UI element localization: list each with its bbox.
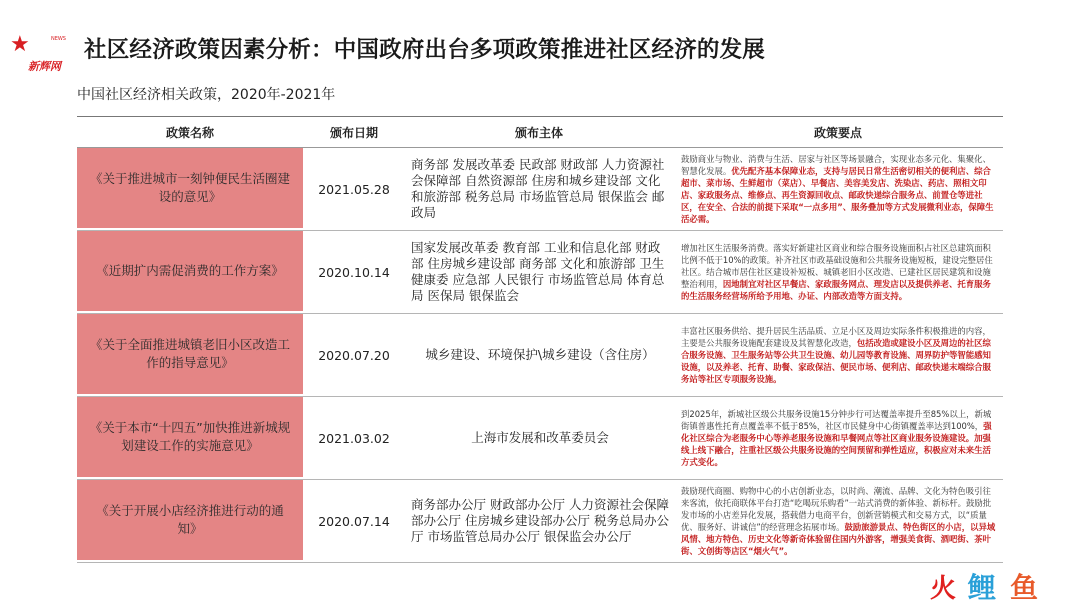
policy-issuer: 商务部办公厅 财政部办公厅 人力资源社会保障部办公厅 住房城乡建设部办公厅 税务总局办公厅 市场监管总局办公厅 银保监会办公厅 (411, 497, 669, 544)
points-highlight: 因地制宜对社区早餐店、家政服务网点、理发店以及提供养老、托育服务的生活服务经营场所给予用地、办证、内部改造等方面支持。 (681, 279, 991, 301)
policy-date: 2020.07.20 (318, 347, 390, 363)
policy-date: 2020.10.14 (318, 264, 390, 280)
points-plain: 鼓励现代商圈、购物中心的小店创新业态，以时尚、潮流、品牌、文化为特色吸引往来客流，依托商联体平台打造“吃喝玩乐购看”一站式消费的新体验、新标杆。鼓励批发市场的小店差异化发展，搭载借力电商平台，创新营销模式和交易方式，以“质量优、服务好、讲诚信”的经营理念拓展市场。 (681, 486, 992, 532)
column-header: 政策要点 (813, 125, 862, 140)
table-row (77, 480, 1003, 563)
policy-date: 2021.03.02 (318, 430, 390, 446)
points-plain: 丰富社区服务供给、提升居民生活品质、立足小区及周边实际条件积极推进的内容，主要是公共服务设施配套建设及其智慧化改造， (681, 326, 991, 348)
brand-char: 火 (930, 574, 957, 604)
column-header: 政策名称 (165, 125, 214, 140)
points-highlight: 强化社区综合为老服务中心等养老服务设施和早餐网点等社区商业服务设施建设。加强线上线下融合，注重社区级公共服务设施的空间预留和弹性适应，积极应对未来生活方式变化。 (681, 421, 992, 467)
brand-watermark (930, 566, 1070, 602)
policy-date: 2021.05.28 (318, 181, 390, 197)
policy-date: 2020.07.14 (318, 513, 390, 529)
points-highlight: 优先配齐基本保障业态，支持与居民日常生活密切相关的便利店、综合超市、菜市场、生鲜超市（菜店）、早餐店、美容美发店、洗染店、药店、照相文印店、家政服务点、维修点、再生资源回收点、邮政快递综合服务点、前置仓等进社区，在安全、合法的前提下采取“一点多用”、服务叠加等方式发展微利业态，保障生活必需。 (681, 166, 994, 224)
policy-points (673, 314, 1003, 396)
policy-issuer: 上海市发展和改革委员会 (471, 430, 609, 445)
policy-issuer: 城乡建设、环境保护\城乡建设（含住房） (425, 347, 655, 362)
table-row (77, 148, 1003, 231)
table-row (77, 397, 1003, 480)
policy-issuer: 商务部 发展改革委 民政部 财政部 人力资源社会保障部 自然资源部 住房和城乡建设部 文化和旅游部 税务总局 市场监管总局 银保监会 邮政局 (411, 157, 665, 220)
policy-name: 《关于推进城市一刻钟便民生活圈建设的意见》 (77, 148, 303, 228)
brand-char: 鱼 (1010, 571, 1039, 604)
points-highlight: 鼓励旅游景点、特色街区的小店，以异域风情、地方特色、历史文化等新奇体验留住国内外游客，增强美食街、酒吧街、茶叶街、文创街等店区“烟火气”。 (681, 522, 996, 556)
points-plain: 增加社区生活服务消费。落实好新建社区商业和综合服务设施面积占社区总建筑面积比例不低于10%的政策。补齐社区市政基础设施和公共服务设施短板，建设完整居住社区。结合城市居住社区建设补短板、城镇老旧小区改造、已建社区居民建筑和设施整治利用， (681, 243, 993, 289)
table-row (77, 231, 1003, 314)
logo (6, 26, 68, 72)
column-header: 颁布主体 (514, 125, 563, 140)
policy-name: 《关于全面推进城镇老旧小区改造工作的指导意见》 (77, 314, 303, 394)
points-plain: 到2025年，新城社区级公共服务设施15分钟步行可达覆盖率提升至85%以上，新城街镇普惠性托育点覆盖率不低于85%，社区市民健身中心街镇覆盖率达到100%， (681, 409, 992, 431)
policy-points (673, 231, 1003, 313)
logo-sub: NEWS (50, 36, 66, 42)
policy-name: 《近期扩内需促消费的工作方案》 (77, 231, 303, 311)
page-title: 社区经济政策因素分析：中国政府出台多项政策推进社区经济的发展 (84, 37, 766, 63)
policy-name: 《关于本市“十四五”加快推进新城规划建设工作的实施意见》 (77, 397, 303, 477)
brand-char: 鲤 (968, 571, 997, 604)
star-icon: ★ (10, 32, 30, 57)
policy-points (673, 148, 1003, 230)
column-header: 颁布日期 (329, 125, 378, 140)
table-row (77, 314, 1003, 397)
policy-points (673, 397, 1003, 479)
policy-table (77, 116, 1003, 563)
points-plain: 鼓励商业与物业、消费与生活、居家与社区等场景融合，实现业态多元化、集聚化、智慧化发展。 (681, 154, 991, 176)
table-header (77, 116, 1003, 148)
policy-issuer: 国家发展改革委 教育部 工业和信息化部 财政部 住房城乡建设部 商务部 文化和旅游部 卫生健康委 应急部 人民银行 市场监管总局 体育总局 医保局 银保监会 (411, 240, 665, 303)
policy-name: 《关于开展小店经济推进行动的通知》 (77, 480, 303, 560)
points-highlight: 包括改造或建设小区及周边的社区综合服务设施、卫生服务站等公共卫生设施、幼儿园等教育设施、周界防护等智能感知设施，以及养老、托育、助餐、家政保洁、便民市场、便利店、邮政快递末端综合服务站等社区专项服务设施。 (681, 338, 991, 384)
page-subtitle: 中国社区经济相关政策，2020年-2021年 (77, 87, 336, 103)
policy-points (673, 480, 1003, 562)
logo-name: 新辉网 (28, 60, 61, 73)
